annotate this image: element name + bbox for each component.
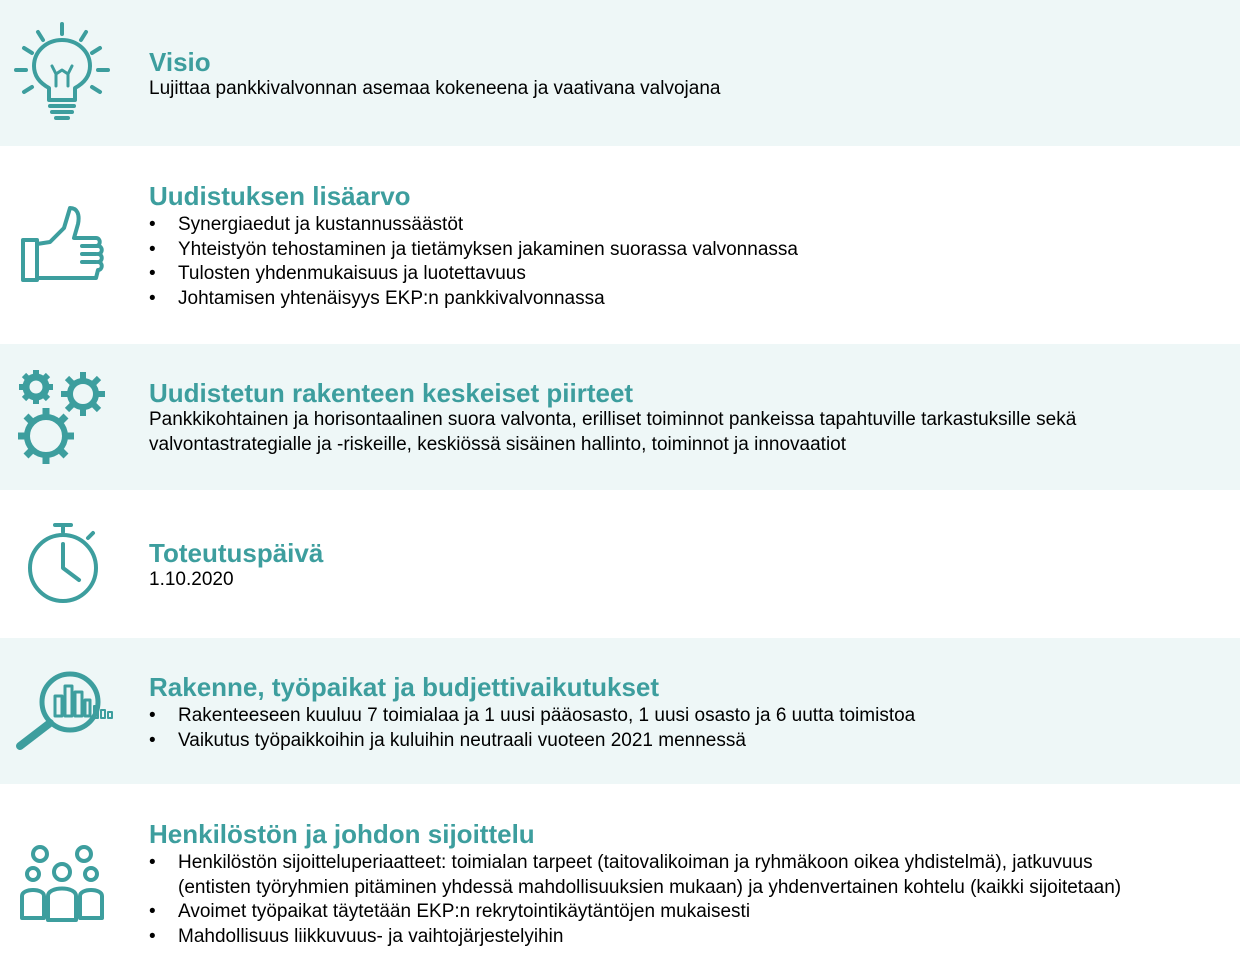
gears-icon [16, 368, 108, 466]
list-item [149, 213, 798, 238]
section-structure [149, 672, 915, 753]
list-item [149, 925, 1121, 950]
section-title-staffing: Henkilöstön ja johdon sijoittelu [149, 819, 535, 849]
stopwatch-icon [24, 522, 102, 606]
bullet-text: Yhteistyön tehostaminen ja tietämyksen jakaminen suorassa valvonnassa [178, 238, 798, 260]
section-title-features: Uudistetun rakenteen keskeiset piirteet [149, 378, 634, 408]
implementation-date: 1.10.2020 [149, 569, 234, 590]
bullet-list-structure [149, 704, 915, 753]
bullet-list-value [149, 213, 798, 311]
bullet-glyph: • [149, 705, 156, 726]
section-title-visio: Visio [149, 47, 211, 77]
bullet-text: Tulosten yhdenmukaisuus ja luotettavuus [178, 263, 526, 284]
section-title-structure: Rakenne, työpaikat ja budjettivaikutukset [149, 672, 660, 702]
section-title-date: Toteutuspäivä [149, 538, 324, 568]
bullet-glyph: • [149, 214, 156, 235]
bullet-text: Vaikutus työpaikkoihin ja kuluihin neutraali vuoteen 2021 mennessä [178, 729, 746, 751]
bullet-text: Henkilöstön sijoitteluperiaatteet: toimialan tarpeet (taitovalikoiman ja ryhmäkoon oikea yhdistelmä), jatkuvuus [178, 852, 1093, 873]
bullet-text-continuation: (entisten työryhmien pitäminen yhdessä mahdollisuuksien mukaan) ja yhdenvertainen kohtelu (kaikki sijoitetaan) [178, 876, 1122, 898]
list-item [149, 704, 915, 729]
section-staffing [149, 819, 1121, 949]
bullet-text: Mahdollisuus liikkuvuus- ja vaihtojärjestelyihin [178, 925, 564, 947]
section-text-line-1: Pankkikohtainen ja horisontaalinen suora valvonta, erilliset toiminnot pankeissa tapahtuville tarkastuksille sekä [149, 409, 1077, 430]
lightbulb-icon [12, 22, 112, 122]
bullet-list-staffing [149, 851, 1121, 949]
bullet-glyph: • [149, 901, 156, 922]
section-features [149, 378, 1076, 457]
bullet-glyph: • [149, 238, 156, 260]
bullet-glyph: • [149, 287, 156, 309]
bullet-text: Synergiaedut ja kustannussäästöt [178, 214, 464, 235]
bullet-text: Rakenteeseen kuuluu 7 toimialaa ja 1 uusi pääosasto, 1 uusi osasto ja 6 uutta toimistoa [178, 705, 916, 726]
section-value [149, 181, 798, 311]
bullet-text: Johtamisen yhtenäisyys EKP:n pankkivalvonnassa [178, 287, 605, 309]
list-item [149, 238, 798, 263]
section-date [149, 538, 323, 592]
bullet-glyph: • [149, 729, 156, 751]
list-item [149, 900, 1121, 925]
bullet-text: Avoimet työpaikat täytetään EKP:n rekrytointikäytäntöjen mukaisesti [178, 901, 751, 922]
bullet-glyph: • [149, 263, 156, 284]
section-title-value: Uudistuksen lisäarvo [149, 181, 411, 211]
list-item [149, 729, 915, 754]
magnifier-chart-icon [14, 670, 114, 752]
thumbs-up-icon [20, 204, 104, 282]
section-visio [149, 47, 720, 101]
bullet-glyph: • [149, 852, 156, 873]
list-item [149, 262, 798, 287]
people-group-icon [18, 844, 108, 924]
section-text-line-2: valvontastrategialle ja -riskeille, keskiössä sisäinen hallinto, toiminnot ja innovaatiot [149, 434, 847, 455]
bullet-glyph: • [149, 925, 156, 947]
list-item [149, 287, 798, 312]
list-item [149, 851, 1121, 900]
section-text-visio: Lujittaa pankkivalvonnan asemaa kokeneena ja vaativana valvojana [149, 78, 721, 99]
